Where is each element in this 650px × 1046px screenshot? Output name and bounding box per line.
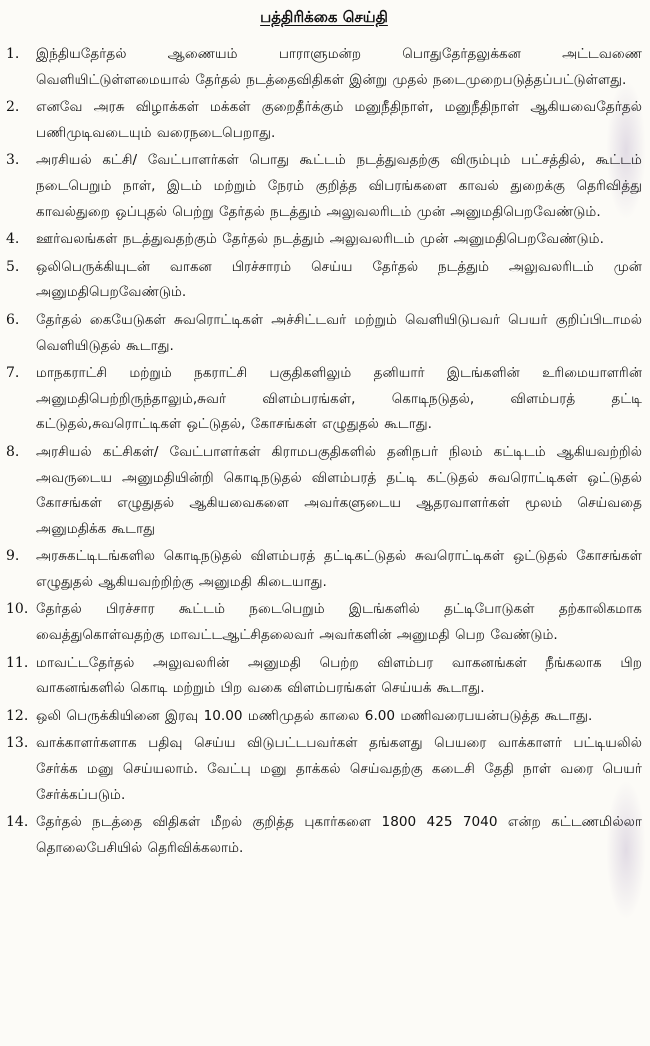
item-number: 13.: [6, 735, 29, 752]
item-text: ஊர்வலங்கள் நடத்துவதற்கும் தேர்தல் நடத்தும் அலுவலரிடம் முன் அனுமதிபெறவேண்டும்.: [36, 231, 604, 248]
item-number: 4.: [6, 231, 20, 248]
item-text: அரசியல் கட்சிகள்/ வேட்பாளர்கள் கிராமபகுதிகளில் தனிநபர் நிலம் கட்டிடம் ஆகியவற்றில் அவருடைய அனுமதியின்றி கொடிநடுதல் விளம்பரத் தட்டி கட்டுதல் சுவரொட்டிகள் ஒட்டுதல் கோசங்கள் எழுதுதல் ஆகியவைகளை அவர்களுடைய ஆதரவாளர்கள் மூலம் செய்வதை அனுமதிக்க கூடாது: [36, 443, 642, 537]
list-item: [6, 255, 642, 306]
list-item: [6, 651, 642, 702]
list-item: [6, 42, 642, 93]
list-item: [6, 810, 642, 861]
item-text: தேர்தல் நடத்தை விதிகள் மீறல் குறித்த புகார்களை 1800 425 7040 என்ற கட்டணமில்லா தொலைபேசியில் தெரிவிக்கலாம்.: [36, 814, 642, 856]
document-title-text: பத்திரிக்கை செய்தி: [260, 8, 388, 26]
item-text: அரசுகட்டிடங்களில கொடிநடுதல் விளம்பரத் தட்டிகட்டுதல் சுவரொட்டிகள் ஒட்டுதல் கோசங்கள் எழுதுதல் ஆகியவற்றிற்கு அனுமதி கிடையாது.: [36, 548, 642, 590]
list-item: [6, 308, 642, 359]
item-number: 1.: [6, 46, 20, 62]
item-number: 10.: [6, 601, 29, 618]
item-text: மாநகராட்சி மற்றும் நகராட்சி பகுதிகளிலும் தனியார் இடங்களின் உரிமையாளரின் அனுமதிபெற்றிருந்தாலும்,சுவர் விளம்பரங்கள், கொடிநடுதல், விளம்பரத் தட்டி கட்டுதல்,சுவரொட்டிகள் ஒட்டுதல், கோசங்கள் எழுதுதல் கூடாது.: [36, 365, 642, 433]
list-item: [6, 148, 642, 225]
item-number: 2.: [6, 99, 20, 116]
item-number: 6.: [6, 311, 20, 328]
item-number: 11.: [6, 654, 29, 671]
list-item: [6, 731, 642, 808]
list-item: [6, 361, 642, 438]
list-item: [6, 597, 642, 648]
list-item: [6, 227, 642, 253]
item-number: 3.: [6, 152, 20, 169]
item-number: 14.: [6, 814, 29, 831]
item-text: அரசியல் கட்சி/ வேட்பாளர்கள் பொது கூட்டம் நடத்துவதற்கு விரும்பும் பட்சத்தில், கூட்டம் நடைபெறும் நாள், இடம் மற்றும் நேரம் குறித்த விபரங்களை காவல் துறைக்கு தெரிவித்து காவல்துறை ஒப்புதல் பெற்று தேர்தல் நடத்தும் அலுவலரிடம் முன் அனுமதிபெறவேண்டும்.: [36, 152, 642, 220]
item-number: 9.: [6, 548, 20, 565]
item-number: 8.: [6, 443, 20, 460]
rules-list: [6, 42, 642, 861]
item-text: இந்தியதேர்தல் ஆணையம் பாராளுமன்ற பொதுதேர்தலுக்கன அட்டவணை வெளியிட்டுள்ளமையால் தேர்தல் நடத்தைவிதிகள் இன்று முதல் நடைமுறைபடுத்தப்பட்டுள்ளது.: [36, 46, 642, 88]
item-text: ஒலிபெருக்கியுடன் வாகன பிரச்சாரம் செய்ய தேர்தல் நடத்தும் அலுவலரிடம் முன் அனுமதிபெறவேண்டும்.: [36, 258, 642, 301]
item-text: எனவே அரசு விழாக்கள் மக்கள் குறைதீர்க்கும் மனுநீதிநாள், மனுநீதிநாள் ஆகியவைதேர்தல் பணிமுடிவடையும் வரைநடைபெறாது.: [36, 99, 642, 141]
document-title: [6, 6, 642, 28]
list-item: [6, 440, 642, 542]
list-item: [6, 544, 642, 595]
list-item: [6, 704, 642, 730]
item-text: வாக்காளர்களாக பதிவு செய்ய விடுபட்டபவர்கள் தங்களது பெயரை வாக்காளர் பட்டியலில் சேர்க்க மனு செய்யலாம். வேட்பு மனு தாக்கல் செய்வதற்கு கடைசி தேதி நாள் வரை பெயர் சேர்க்கப்படும்.: [36, 735, 642, 803]
item-text: ஒலி பெருக்கியினை இரவு 10.00 மணிமுதல் காலை 6.00 மணிவரைபயன்படுத்த கூடாது.: [36, 707, 593, 724]
item-number: 7.: [6, 365, 20, 382]
item-text: தேர்தல் கையேடுகள் சுவரொட்டிகள் அச்சிட்டவர் மற்றும் வெளியிடுபவர் பெயர் குறிப்பிடாமல் வெளியிடுதல் கூடாது.: [36, 311, 642, 354]
list-item: [6, 95, 642, 146]
item-text: மாவட்டதேர்தல் அலுவலரின் அனுமதி பெற்ற விளம்பர வாகனங்கள் நீங்கலாக பிற வாகனங்களில் கொடி மற்றும் பிற வகை விளம்பரங்கள் செய்யக் கூடாது.: [36, 654, 642, 697]
item-number: 12.: [6, 707, 29, 724]
item-number: 5.: [6, 258, 20, 275]
item-text: தேர்தல் பிரச்சார கூட்டம் நடைபெறும் இடங்களில் தட்டிபோடுகள் தற்காலிகமாக வைத்துகொள்வதற்கு மாவட்டஆட்சிதலைவர் அவர்களின் அனுமதி பெற வேண்டும்.: [36, 601, 642, 644]
